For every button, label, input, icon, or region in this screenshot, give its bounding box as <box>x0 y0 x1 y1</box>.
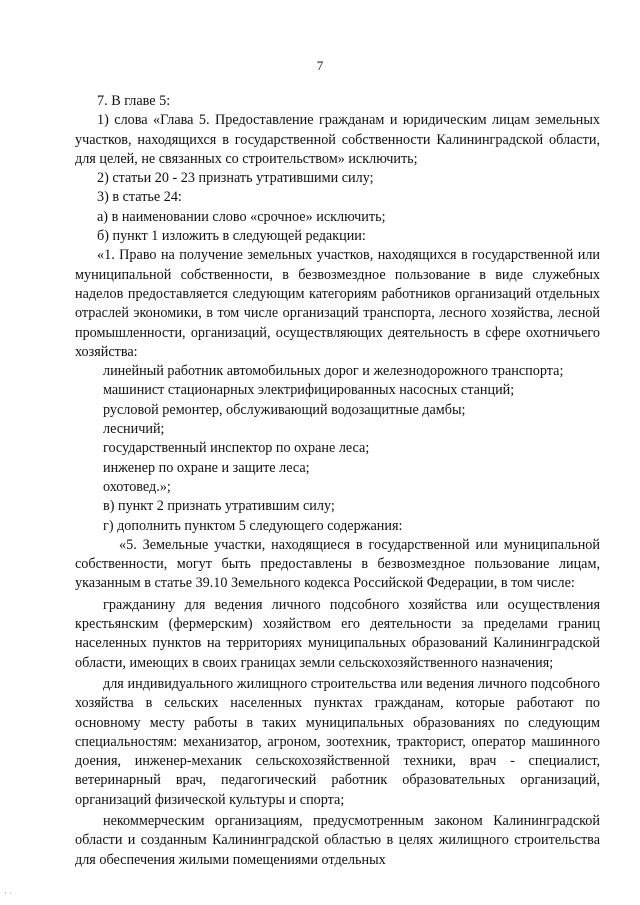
list-item-citizen: гражданину для ведения личного подсобного хозяйства или осуществления крестьянским (фермерским) хозяйством его деятельности за пределами границ населенных пунктов на территориях муниципальных образований Калининградской области, имеющих в своих границах земли сельскохозяйственного назначения; <box>75 596 600 671</box>
paragraph-item-3: 3) в статье 24: <box>97 189 182 206</box>
paragraph-subitem-b: б) пункт 1 изложить в следующей редакции: <box>97 228 366 245</box>
list-item-engineer: инженер по охране и защите леса; <box>103 459 310 476</box>
list-item-nonprofit: некоммерческим организациям, предусмотренным законом Калининградской области и созданным Калининградской областью в целях жилищного строительства для обеспечения жилыми помещениями отдельных <box>75 812 600 868</box>
paragraph-subitem-g: г) дополнить пунктом 5 следующего содержания: <box>103 517 403 534</box>
list-item-forester: лесничий; <box>103 421 165 438</box>
paragraph-item-2: 2) статьи 20 - 23 признать утратившими силу; <box>97 170 374 187</box>
list-item-worker: линейный работник автомобильных дорог и железнодорожного транспорта; <box>103 363 564 380</box>
list-item-huntsman: охотовед.»; <box>103 478 171 495</box>
paragraph-clause-5: «5. Земельные участки, находящиеся в государственной или муниципальной собственности, могут быть предоставлены в безвозмездное пользование лицам, указанным в статье 39.10 Земельного кодекса Российской Федерации, в том числе: <box>75 536 600 592</box>
list-item-machinist: машинист стационарных электрифицированных насосных станций; <box>103 382 515 399</box>
list-item-specialists: для индивидуального жилищного строительства или ведения личного подсобного хозяйства в сельских населенных пунктах гражданам, которые работают по основному месту работы в таких муниципальных образованиях по следующим специальностям: механизатор, агроном, зоотехник, тракторист, оператор машинного доения, инженер-механик сельскохозяйственной техники, врач - специалист, ветеринарный врач, педагогический работник образовательных организаций, организаций физической культуры и спорта; <box>75 675 600 808</box>
page-number: 7 <box>316 58 324 73</box>
paragraph-item-1: 1) слова «Глава 5. Предоставление гражданам и юридическим лицам земельных участков, находящихся в государственной собственности Калининградской области, для целей, не связанных со строительством» исключить; <box>75 112 600 167</box>
document-body <box>75 92 600 870</box>
scan-mark: · · <box>4 888 13 898</box>
paragraph-chapter-heading: 7. В главе 5: <box>97 93 171 109</box>
paragraph-subitem-v: в) пункт 2 признать утратившим силу; <box>103 498 335 515</box>
list-item-inspector: государственный инспектор по охране леса; <box>103 440 370 457</box>
paragraph-subitem-a: а) в наименовании слово «срочное» исключить; <box>97 208 386 225</box>
list-item-repairman: русловой ремонтер, обслуживающий водозащитные дамбы; <box>103 401 466 418</box>
paragraph-clause-1: «1. Право на получение земельных участков, находящихся в государственной или муниципальной собственности, в безвозмездное пользование в виде служебных наделов предоставляется следующим категориям работников организаций отдельных отраслей экономики, в том числе организаций транспорта, лесного хозяйства, лесной промышленности, организаций, осуществляющих деятельность в сфере охотничьего хозяйства: <box>75 247 600 360</box>
